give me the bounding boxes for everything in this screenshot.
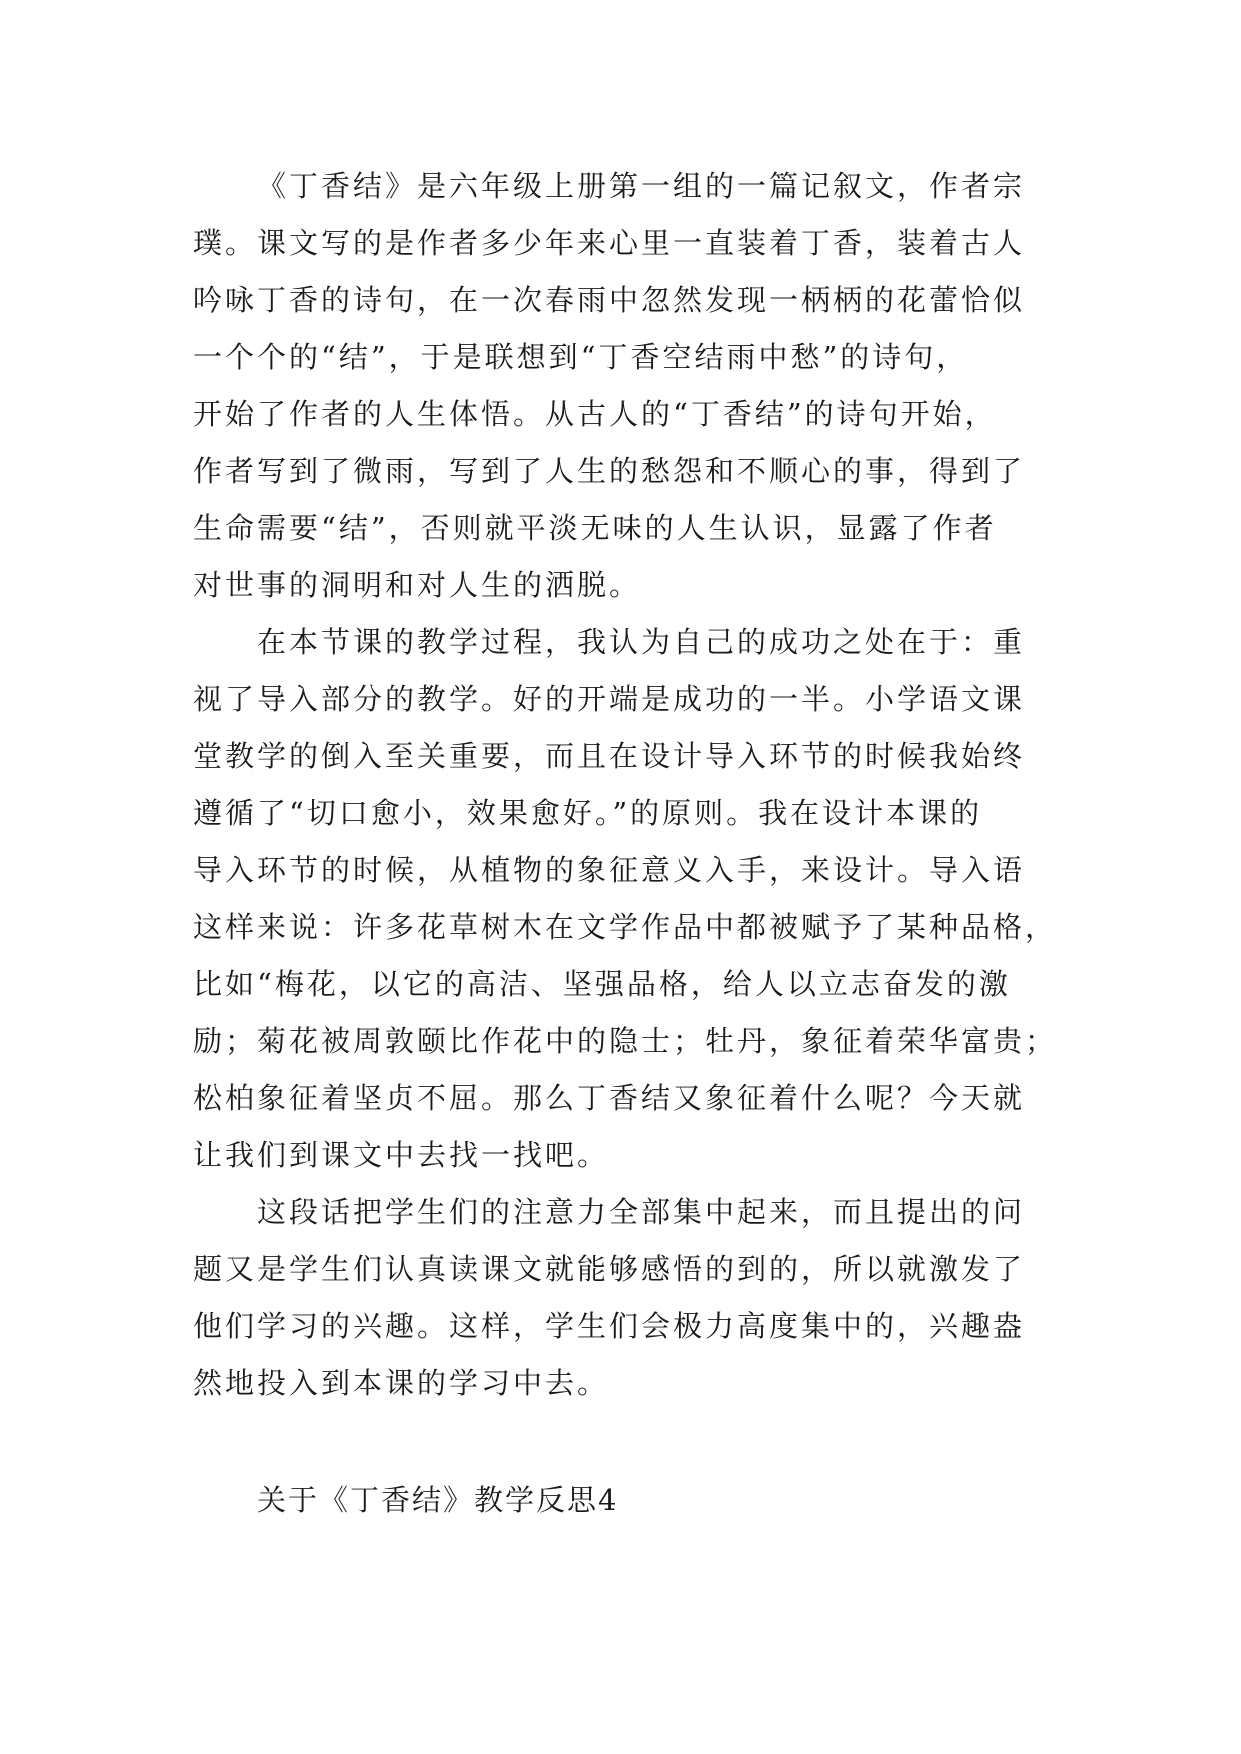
paragraph-line: 在本节课的教学过程，我认为自己的成功之处在于：重 xyxy=(257,625,1026,659)
paragraph-line: 璞。课文写的是作者多少年来心里一直装着丁香，装着古人 xyxy=(193,226,1026,260)
paragraph-line: 这段话把学生们的注意力全部集中起来，而且提出的问 xyxy=(257,1195,1026,1229)
paragraph-line: 遵循了“切口愈小，效果愈好。”的原则。我在设计本课的 xyxy=(193,796,983,830)
paragraph-line: 导入环节的时候，从植物的象征意义入手，来设计。导入语 xyxy=(193,853,1026,887)
paragraph-line: 吟咏丁香的诗句，在一次春雨中忽然发现一柄柄的花蕾恰似 xyxy=(193,283,1026,317)
paragraph-line: 励；菊花被周敦颐比作花中的隐士；牡丹，象征着荣华富贵； xyxy=(193,1024,1058,1058)
paragraph-2 xyxy=(193,614,1058,1184)
paragraph-line: 堂教学的倒入至关重要，而且在设计导入环节的时候我始终 xyxy=(193,739,1026,773)
paragraph-line: 作者写到了微雨，写到了人生的愁怨和不顺心的事，得到了 xyxy=(193,454,1026,488)
paragraph-line: 比如“梅花，以它的高洁、坚强品格，给人以立志奋发的激 xyxy=(193,967,1011,1001)
paragraph-line: 一个个的“结”，于是联想到“丁香空结雨中愁”的诗句， xyxy=(193,340,969,374)
paragraph-line: 开始了作者的人生体悟。从古人的“丁香结”的诗句开始， xyxy=(193,397,997,431)
paragraph-line: 松柏象征着坚贞不屈。那么丁香结又象征着什么呢？今天就 xyxy=(193,1081,1026,1115)
paragraph-3 xyxy=(193,1184,1053,1412)
paragraph-line: 生命需要“结”，否则就平淡无味的人生认识，显露了作者 xyxy=(193,511,997,545)
paragraph-line: 他们学习的兴趣。这样，学生们会极力高度集中的，兴趣盎 xyxy=(193,1309,1026,1343)
paragraph-line: 《丁香结》是六年级上册第一组的一篇记叙文，作者宗 xyxy=(257,169,1026,203)
paragraph-line: 题又是学生们认真读课文就能够感悟的到的，所以就激发了 xyxy=(193,1252,1026,1286)
paragraph-1 xyxy=(193,158,1053,614)
paragraph-line: 视了导入部分的教学。好的开端是成功的一半。小学语文课 xyxy=(193,682,1026,716)
document-page xyxy=(193,158,1058,1529)
paragraph-line: 让我们到课文中去找一找吧。 xyxy=(193,1138,610,1172)
paragraph-line: 然地投入到本课的学习中去。 xyxy=(193,1366,610,1400)
section-heading: 关于《丁香结》教学反思4 xyxy=(257,1483,619,1517)
section-spacer xyxy=(193,1412,1053,1472)
paragraph-line: 这样来说：许多花草树木在文学作品中都被赋予了某种品格， xyxy=(193,910,1058,944)
paragraph-line: 对世事的洞明和对人生的洒脱。 xyxy=(193,568,642,602)
